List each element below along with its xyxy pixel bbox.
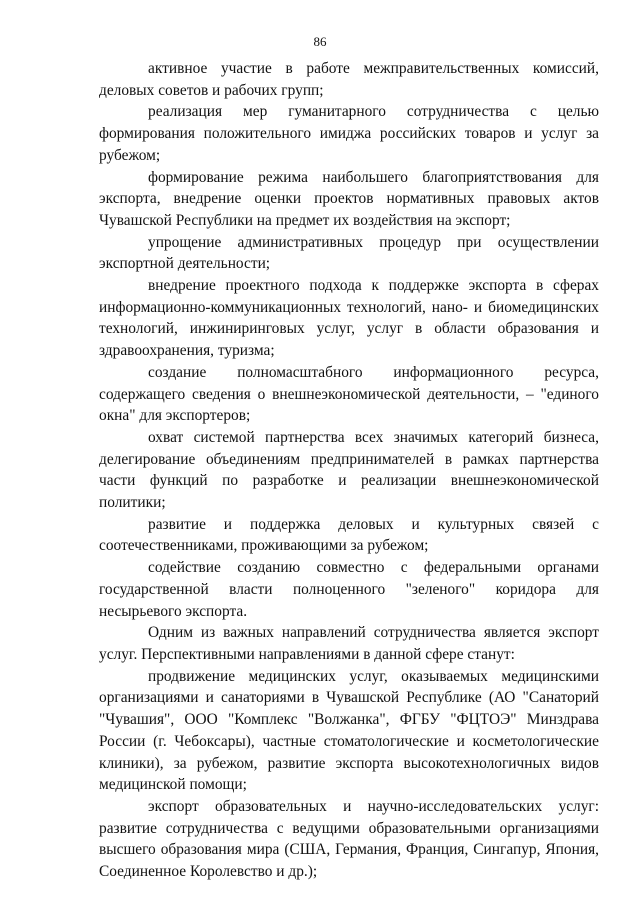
paragraph-list-item: развитие и поддержка деловых и культурных связей с соотечественниками, проживающими за рубежом; bbox=[99, 515, 599, 555]
paragraph-list-item: экспорт образовательных и научно-исследовательских услуг: развитие сотрудничества с ведущими образовательными организациями высшего образования мира (США, Германия, Франция, Сингапур, Япония, Соединенное Королевство и др.); bbox=[99, 797, 599, 881]
paragraph-list-item: охват системой партнерства всех значимых категорий бизнеса, делегирование объединениям предпринимателей в рамках партнерства части функций по разработке и реализации внешнеэкономической политики; bbox=[99, 428, 599, 512]
paragraph-list-item: формирование режима наибольшего благоприятствования для экспорта, внедрение оценки проектов нормативных правовых актов Чувашской Республики на предмет их воздействия на экспорт; bbox=[99, 168, 599, 229]
paragraph-list-item: содействие созданию совместно с федеральными органами государственной власти полноценного "зеленого" коридора для несырьевого экспорта. bbox=[99, 559, 599, 620]
page-number: 86 bbox=[313, 34, 327, 49]
paragraph-list-item: активное участие в работе межправительственных комиссий, деловых советов и рабочих групп; bbox=[99, 60, 599, 99]
body-text bbox=[99, 58, 599, 883]
paragraph-body: Одним из важных направлений сотрудничества является экспорт услуг. Перспективными направлениями в данной сфере станут: bbox=[99, 624, 599, 663]
paragraph-list-item: продвижение медицинских услуг, оказываемых медицинскими организациями и санаториями в Чувашской Республике (АО "Санаторий "Чувашия", ООО "Комплекс "Волжанка", ФГБУ "ФЦТОЭ" Минздрава России (г. Чебоксары), частные стоматологические и косметологические клиники), за рубежом, развитие экспорта высокотехнологичных видов медицинской помощи; bbox=[99, 667, 599, 794]
paragraph-list-item: внедрение проектного подхода к поддержке экспорта в сферах информационно-коммуникационных технологий, нано- и биомедицинских технологий, инжиниринговых услуг, услуг в области образования и здравоохранения, туризма; bbox=[99, 277, 599, 360]
paragraph-list-item: упрощение административных процедур при осуществлении экспортной деятельности; bbox=[99, 233, 599, 273]
paragraph-list-item: создание полномасштабного информационного ресурса, содержащего сведения о внешнеэкономической деятельности, – "единого окна" для экспортеров; bbox=[99, 363, 599, 425]
paragraph-list-item: реализация мер гуманитарного сотрудничества с целью формирования положительного имиджа российских товаров и услуг за рубежом; bbox=[99, 103, 599, 164]
